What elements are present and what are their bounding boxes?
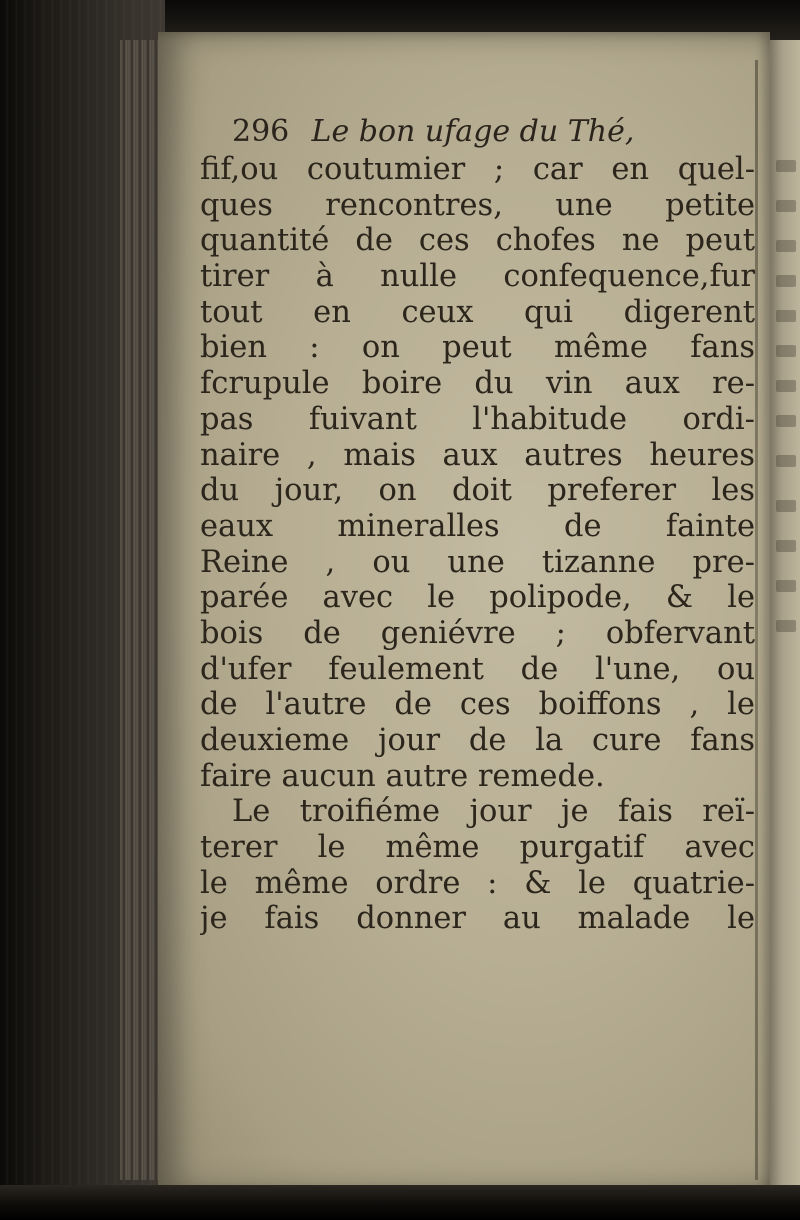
text-line: bois de geniévre ; obfervant bbox=[200, 615, 755, 651]
bleed-mark bbox=[776, 310, 796, 322]
bleed-mark bbox=[776, 160, 796, 172]
text-line: terer le même purgatif avec bbox=[200, 830, 755, 866]
running-title: Le bon ufage du Thé, bbox=[311, 114, 635, 149]
page-header bbox=[232, 112, 732, 152]
text-line: de l'autre de ces boiffons , le bbox=[200, 687, 755, 723]
bleed-mark bbox=[776, 455, 796, 467]
text-line: deuxieme jour de la cure fans bbox=[200, 723, 755, 758]
text-line: parée avec le polipode, & le bbox=[200, 580, 755, 616]
bleed-mark bbox=[776, 500, 796, 512]
text-line: d'ufer feulement de l'une, ou bbox=[200, 651, 755, 687]
bleed-mark bbox=[776, 200, 796, 212]
next-page-edge bbox=[770, 40, 800, 1190]
body-text bbox=[200, 152, 755, 937]
bleed-mark bbox=[776, 345, 796, 357]
bleed-mark bbox=[776, 240, 796, 252]
text-line: quantité de ces chofes ne peut bbox=[200, 223, 755, 259]
text-line: fcrupule boire du vin aux re- bbox=[200, 366, 755, 402]
text-line: tout en ceux qui digerent bbox=[200, 294, 755, 330]
text-line: naire , mais aux autres heures bbox=[200, 437, 755, 473]
text-line: ques rencontres, une petite bbox=[200, 187, 755, 223]
bleed-mark bbox=[776, 620, 796, 632]
text-line: Le troifiéme jour je fais reï- bbox=[232, 794, 755, 830]
text-line: le même ordre : & le quatrie- bbox=[200, 865, 755, 901]
text-line: du jour, on doit preferer les bbox=[200, 473, 755, 509]
text-line: eaux mineralles de fainte bbox=[200, 508, 755, 544]
text-line: bien : on peut même fans bbox=[200, 330, 755, 366]
bottom-shadow bbox=[0, 1185, 800, 1220]
text-line: pas fuivant l'habitude ordi- bbox=[200, 401, 755, 437]
text-line: tirer à nulle confequence,fur bbox=[200, 259, 755, 295]
page-number: 296 bbox=[232, 114, 290, 149]
text-line: fif,ou coutumier ; car en quel- bbox=[200, 152, 755, 187]
text-line: je fais donner au malade le bbox=[200, 901, 755, 937]
bleed-mark bbox=[776, 415, 796, 427]
text-line: Reine , ou une tizanne pre- bbox=[200, 544, 755, 580]
bleed-mark bbox=[776, 380, 796, 392]
bleed-mark bbox=[776, 540, 796, 552]
bleed-mark bbox=[776, 275, 796, 287]
text-line: faire aucun autre remede. bbox=[200, 758, 605, 794]
bleed-mark bbox=[776, 580, 796, 592]
page-gutter-shadow bbox=[755, 60, 758, 1180]
